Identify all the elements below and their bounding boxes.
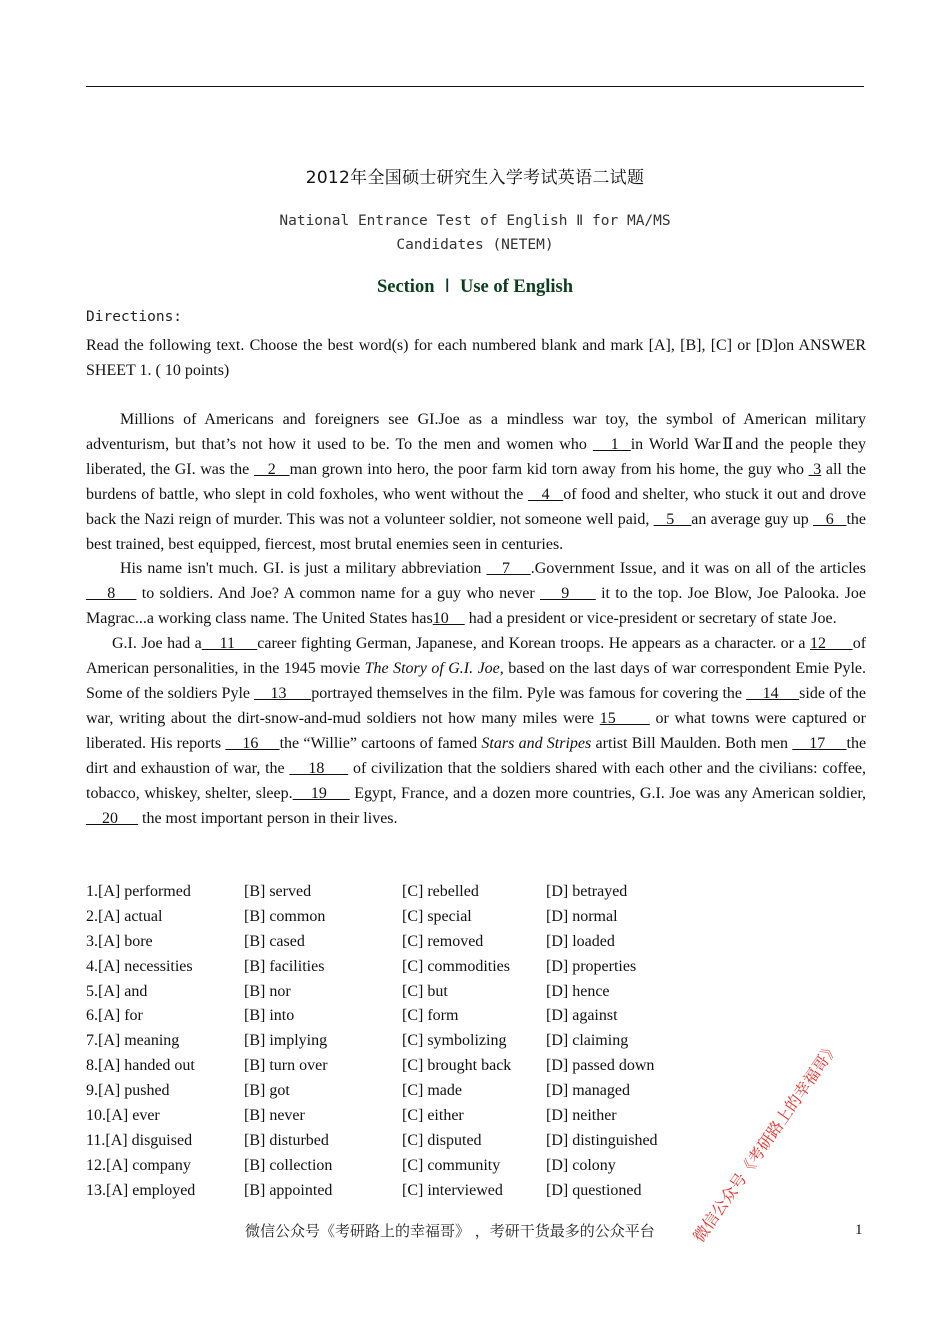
newspaper-title: Stars and Stripes: [481, 734, 592, 752]
option-row-10: [86, 1104, 786, 1129]
option-a: 2.[A] actual: [86, 907, 163, 925]
blank-20: 20: [86, 809, 138, 827]
blank-8: 8: [86, 585, 137, 603]
option-b: [B] turn over: [244, 1057, 328, 1075]
option-a: 3.[A] bore: [86, 932, 153, 950]
text-run: the “Willie” cartoons of famed: [279, 734, 482, 752]
section-label: Section: [376, 277, 435, 297]
text-run: or what towns were captured or liberated. His reports: [86, 709, 867, 752]
blank-15: 15: [599, 709, 650, 727]
section-name: Use of English: [459, 277, 574, 297]
blank-16: 16: [225, 734, 280, 752]
option-c: [C] removed: [402, 932, 484, 950]
text-run: of food and shelter, who stuck it out and drove back the Nazi reign of murder. This was not a volunteer soldier, not someone well paid,: [86, 485, 866, 528]
section-numeral: Ⅰ: [444, 277, 450, 297]
text-run: .Government Issue, and it was on all of the articles: [530, 560, 867, 578]
blank-5: 5: [653, 510, 692, 528]
blank-11: 11: [201, 635, 258, 653]
blank-13: 13: [254, 684, 312, 702]
option-c: [C] brought back: [402, 1057, 512, 1075]
text-run: His name isn't much. GI. is just a military abbreviation: [120, 560, 487, 578]
blank-12: 12: [809, 635, 853, 653]
option-a: 1.[A] performed: [86, 883, 191, 900]
option-c: [C] form: [402, 1007, 459, 1025]
subtitle-line-1: National Entrance Test of English Ⅱ for MA/MS: [279, 213, 671, 229]
subtitle-line-2: Candidates (NETEM): [396, 237, 554, 253]
option-d: [D] properties: [546, 957, 637, 975]
movie-title: The Story of G.I. Joe: [364, 660, 500, 678]
text-run: had a president or vice-president or secretary of state Joe.: [464, 610, 837, 628]
text-run: portrayed themselves in the film. Pyle was famous for covering the: [311, 684, 747, 702]
blank-1: 1: [592, 435, 631, 453]
directions-text: Read the following text. Choose the best word(s) for each numbered blank and mark [A], [B], [C] or [D]on ANSWER SHEET 1. ( 10 points): [86, 337, 866, 379]
option-b: [B] disturbed: [244, 1131, 329, 1149]
blank-10: 10: [432, 610, 465, 628]
text-run: of civilization that the soldiers shared with each other and the civilians: coffee, tobacco, whiskey, shelter, sleep.: [86, 759, 867, 802]
section-heading: [0, 276, 950, 298]
option-d: [D] colony: [546, 1156, 616, 1174]
option-d: [D] neither: [546, 1107, 617, 1125]
header-rule: [86, 86, 864, 87]
option-a: 6.[A] for: [86, 1007, 143, 1025]
page-footer: 微信公众号《考研路上的幸福哥》 ，考研干货最多的公众平台: [245, 1222, 655, 1240]
option-d: [D] loaded: [546, 932, 615, 950]
watermark-stamp: 微信公众号《考研路上的幸福哥》: [689, 1038, 843, 1246]
option-d: [D] hence: [546, 982, 610, 1000]
option-b: [B] nor: [244, 982, 291, 1000]
option-d: [D] claiming: [546, 1032, 629, 1050]
option-d: [D] passed down: [546, 1057, 655, 1075]
option-row-7: [86, 1029, 786, 1054]
blank-9: 9: [540, 585, 596, 603]
option-c: [C] symbolizing: [402, 1032, 507, 1050]
option-row-6: [86, 1004, 786, 1029]
text-run: G.I. Joe had a: [112, 635, 202, 653]
blank-19: 19: [292, 784, 350, 802]
text-run: the best trained, best equipped, fiercest, most brutal enemies seen in centuries.: [86, 510, 866, 553]
directions-label: Directions:: [86, 309, 183, 325]
option-a: 8.[A] handed out: [86, 1057, 195, 1075]
option-c: [C] commodities: [402, 957, 510, 975]
paragraph-2: [86, 557, 866, 632]
blank-2: 2: [253, 460, 290, 478]
blank-18: 18: [289, 759, 349, 777]
text-run: it to the top. Joe Blow, Joe Palooka. Joe Magrac...a working class name. The United States has: [86, 585, 867, 628]
paragraph-1: [86, 408, 866, 557]
option-b: [B] served: [244, 883, 312, 900]
text-run: an average guy up: [691, 510, 814, 528]
exam-title: 2012年全国硕士研究生入学考试英语二试题: [305, 168, 645, 188]
option-b: [B] never: [244, 1107, 305, 1125]
text-run: career fighting German, Japanese, and Korean troops. He appears as a character. or a: [257, 635, 810, 653]
option-a: 9.[A] pushed: [86, 1082, 170, 1100]
option-a: 5.[A] and: [86, 982, 148, 1000]
option-row-5: [86, 980, 786, 1005]
text-run: man grown into hero, the poor farm kid torn away from his home, the guy who: [289, 460, 809, 478]
option-d: [D] normal: [546, 907, 618, 925]
answer-options: [86, 880, 786, 1204]
cloze-passage: [86, 408, 866, 831]
option-row-11: [86, 1129, 786, 1154]
option-c: [C] interviewed: [402, 1181, 503, 1199]
text-run: of American personalities, in the 1945 movie: [86, 635, 867, 678]
text-run: the dirt and exhaustion of war, the: [86, 734, 867, 777]
option-c: [C] rebelled: [402, 883, 479, 900]
blank-6: 6: [813, 510, 847, 528]
option-b: [B] implying: [244, 1032, 328, 1050]
option-row-13: [86, 1179, 786, 1204]
text-run: Egypt, France, and a dozen more countries, G.I. Joe was any American soldier,: [349, 784, 867, 802]
option-a: 7.[A] meaning: [86, 1032, 180, 1050]
option-b: [B] got: [244, 1082, 290, 1100]
option-a: 4.[A] necessities: [86, 957, 193, 975]
option-a: 11.[A] disguised: [86, 1131, 193, 1149]
option-row-8: [86, 1054, 786, 1079]
option-b: [B] collection: [244, 1156, 333, 1174]
option-c: [C] disputed: [402, 1131, 482, 1149]
option-row-12: [86, 1154, 786, 1179]
text-run: to soldiers. And Joe? A common name for a guy who never: [136, 585, 541, 603]
exam-subtitle: [0, 209, 950, 257]
blank-14: 14: [746, 684, 800, 702]
option-c: [C] community: [402, 1156, 501, 1174]
option-a: 12.[A] company: [86, 1156, 191, 1174]
option-b: [B] facilities: [244, 957, 325, 975]
option-b: [B] into: [244, 1007, 295, 1025]
option-row-1: [86, 880, 786, 905]
blank-7: 7: [486, 560, 531, 578]
blank-3: 3: [808, 460, 822, 478]
option-d: [D] managed: [546, 1082, 630, 1100]
text-run: in World WarⅡand the people they liberated, the GI. was the: [86, 435, 867, 478]
option-row-9: [86, 1079, 786, 1104]
option-b: [B] appointed: [244, 1181, 333, 1199]
paragraph-3: [86, 632, 866, 831]
option-b: [B] common: [244, 907, 326, 925]
option-a: 10.[A] ever: [86, 1107, 160, 1125]
text-run: all the burdens of battle, who slept in cold foxholes, who went without the: [86, 460, 867, 503]
blank-4: 4: [527, 485, 564, 503]
page-number: 1: [855, 1222, 863, 1238]
text-run: Millions of Americans and foreigners see GI.Joe as a mindless war toy, the symbol of American military adventurism, but that’s not how it used to be. To the men and women who: [86, 411, 866, 453]
text-run: , based on the last days of war correspondent Emie Pyle. Some of the soldiers Pyle: [86, 660, 866, 702]
option-d: [D] betrayed: [546, 883, 628, 900]
text-run: the most important person in their lives.: [138, 809, 398, 827]
option-a: 13.[A] employed: [86, 1181, 196, 1199]
option-row-4: [86, 955, 786, 980]
option-row-3: [86, 930, 786, 955]
option-c: [C] special: [402, 907, 472, 925]
option-c: [C] but: [402, 982, 448, 1000]
option-b: [B] cased: [244, 932, 305, 950]
option-d: [D] questioned: [546, 1181, 642, 1199]
option-c: [C] either: [402, 1107, 464, 1125]
option-d: [D] distinguished: [546, 1131, 658, 1149]
option-row-2: [86, 905, 786, 930]
text-run: artist Bill Maulden. Both men: [591, 734, 793, 752]
option-c: [C] made: [402, 1082, 462, 1100]
text-run: side of the war, writing about the dirt-snow-and-mud soldiers not how many miles were: [86, 684, 867, 727]
option-d: [D] against: [546, 1007, 618, 1025]
blank-17: 17: [792, 734, 847, 752]
